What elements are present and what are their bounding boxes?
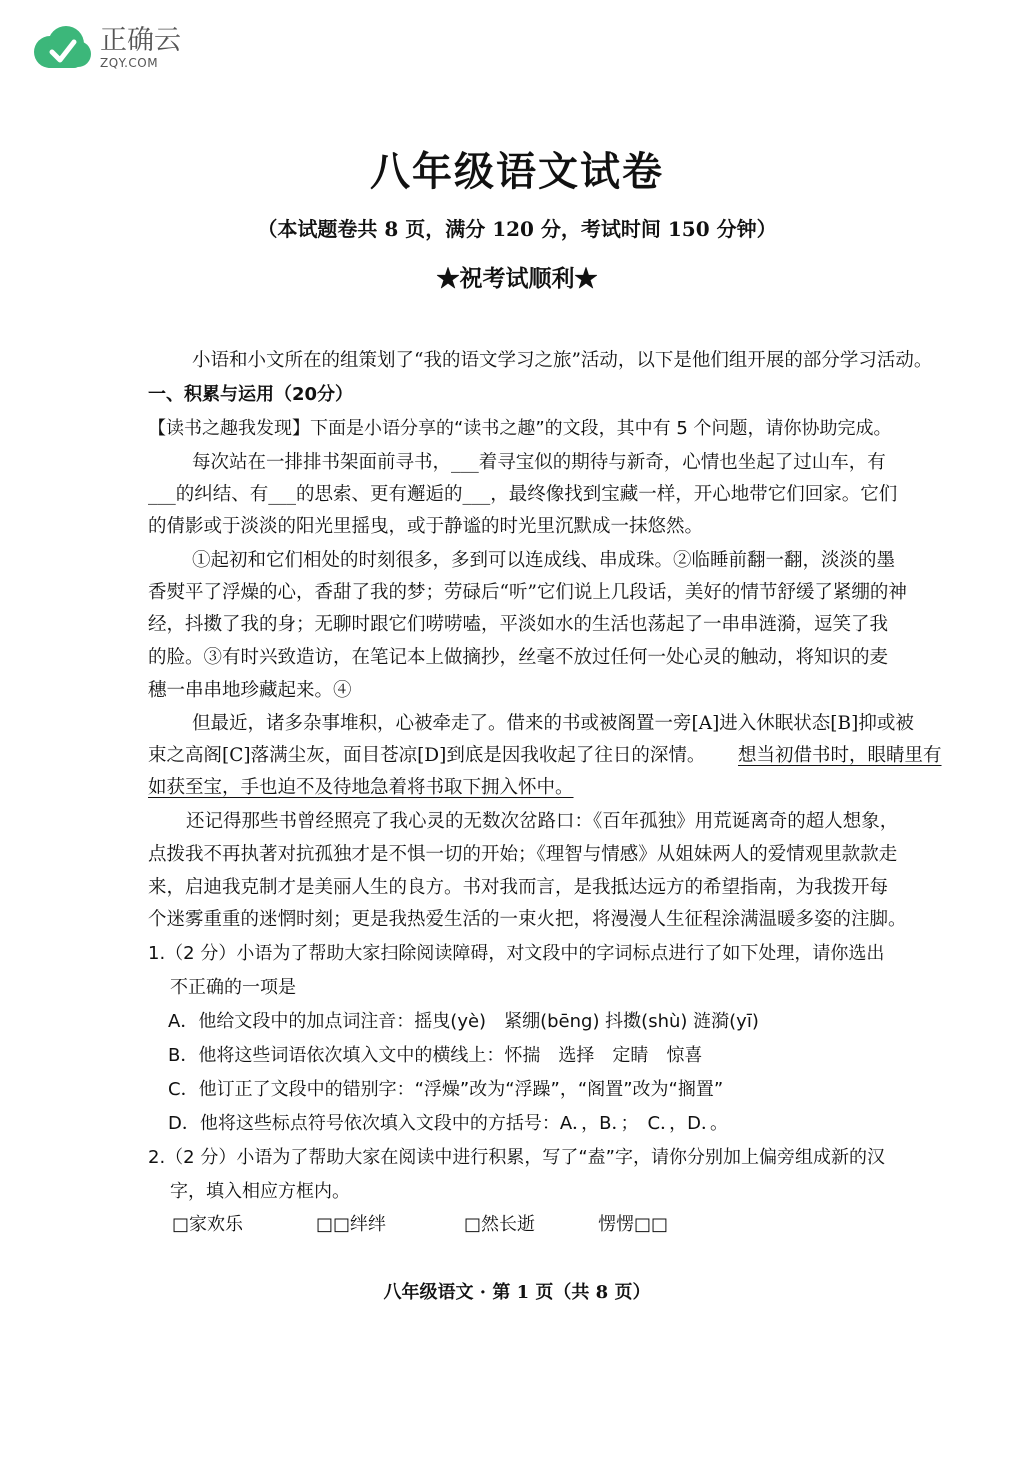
logo-name: 正确云 <box>100 25 181 56</box>
passage-line: 的脸。③有时兴致造访，在笔记本上做摘抄，丝毫不放过任何一处心灵的触动，将知识的麦 <box>148 647 889 668</box>
answer-item: □然长逝 <box>464 1214 536 1235</box>
question-1-option-c: C．他订正了文段中的错别字：“浮燥”改为“浮躁”，“阁置”改为“搁置” <box>168 1079 724 1100</box>
logo-domain: ZQY.COM <box>100 56 159 70</box>
underlined-sentence: 想当初借书时，眼睛里有 <box>738 745 942 766</box>
passage-line: 但最近，诸多杂事堆积，心被牵走了。借来的书或被阁置一旁[A]进入休眠状态[B]抑或被 <box>192 713 914 734</box>
passage-line: 的倩影或于淡淡的阳光里摇曳，或于静谧的时光里沉默成一抹悠然。 <box>148 516 704 537</box>
task-line: 【读书之趣我发现】下面是小语分享的“读书之趣”的文段，其中有 5 个问题，请你协助完成。 <box>148 418 892 439</box>
question-2-stem: 字，填入相应方框内。 <box>170 1181 350 1202</box>
exam-subtitle: （本试题卷共 8 页，满分 120 分，考试时间 150 分钟） <box>257 217 777 241</box>
passage-line: 还记得那些书曾经照亮了我心灵的无数次岔路口：《百年孤独》用荒诞离奇的超人想象， <box>186 811 899 832</box>
passage-line: 经，抖擞了我的身；无聊时跟它们唠唠嗑，平淡如水的生活也荡起了一串串涟漪，逗笑了我 <box>148 614 889 635</box>
passage-line: ①起初和它们相处的时刻很多，多到可以连成线、串成珠。②临睡前翻一翻，淡淡的墨 <box>192 550 896 571</box>
intro-line: 小语和小文所在的组策划了“我的语文学习之旅”活动，以下是他们组开展的部分学习活动。 <box>192 350 933 371</box>
cloud-check-icon <box>28 22 94 74</box>
passage-line: 来，启迪我克制才是美丽人生的良方。书对我而言，是我抵达远方的希望指南，为我拨开每 <box>148 877 889 898</box>
question-1-option-b: B．他将这些词语依次填入文中的横线上：怀揣 选择 定睛 惊喜 <box>168 1045 703 1066</box>
section-heading: 一、积累与运用（20分） <box>148 384 354 405</box>
exam-wish: ★祝考试顺利★ <box>436 265 598 292</box>
exam-title: 八年级语文试卷 <box>370 148 664 195</box>
question-1-stem: 1.（2 分）小语为了帮助大家扫除阅读障碍，对文段中的字词标点进行了如下处理，请你选出 <box>148 943 885 964</box>
passage-line: 束之高阁[C]落满尘灰，面目苍凉[D]到底是因我收起了往日的深情。 <box>148 745 706 766</box>
passage-line: 点拨我不再执著对抗孤独才是不惧一切的开始；《理智与情感》从姐妹两人的爱情观里款款走 <box>148 844 898 865</box>
site-logo <box>28 22 181 74</box>
answer-item: □□绊绊 <box>316 1214 387 1235</box>
answer-item: □家欢乐 <box>172 1214 244 1235</box>
question-1-stem: 不正确的一项是 <box>170 977 296 998</box>
question-2-stem: 2.（2 分）小语为了帮助大家在阅读中进行积累，写了“盍”字，请你分别加上偏旁组成新的汉 <box>148 1147 885 1168</box>
passage-line: 香熨平了浮燥的心，香甜了我的梦；劳碌后“听”它们说上几段话，美好的情节舒缓了紧绷的神 <box>148 582 907 603</box>
answer-item: 愣愣□□ <box>598 1214 669 1235</box>
question-1-option-a: A．他给文段中的加点词注音：摇曳(yè) 紧绷(bēng) 抖擞(shù) 涟漪(yī) <box>168 1011 759 1032</box>
passage-line: 个迷雾重重的迷惘时刻；更是我热爱生活的一束火把，将漫漫人生征程涂满温暖多姿的注脚。 <box>148 909 907 930</box>
passage-line: 穗一串串地珍藏起来。④ <box>148 680 352 701</box>
passage-line: 每次站在一排排书架面前寻书，___着寻宝似的期待与新奇，心情也坐起了过山车，有 <box>192 452 886 473</box>
passage-line: ___的纠结、有___的思索、更有邂逅的___，最终像找到宝藏一样，开心地带它们回家。它们 <box>148 484 898 505</box>
underlined-sentence: 如获至宝，手也迫不及待地急着将书取下拥入怀中。 <box>148 777 574 798</box>
question-1-option-d: D．他将这些标点符号依次填入文段中的方括号：A．，B．； C．，D．。 <box>168 1113 728 1134</box>
page-footer: 八年级语文 · 第 1 页（共 8 页） <box>383 1282 651 1303</box>
